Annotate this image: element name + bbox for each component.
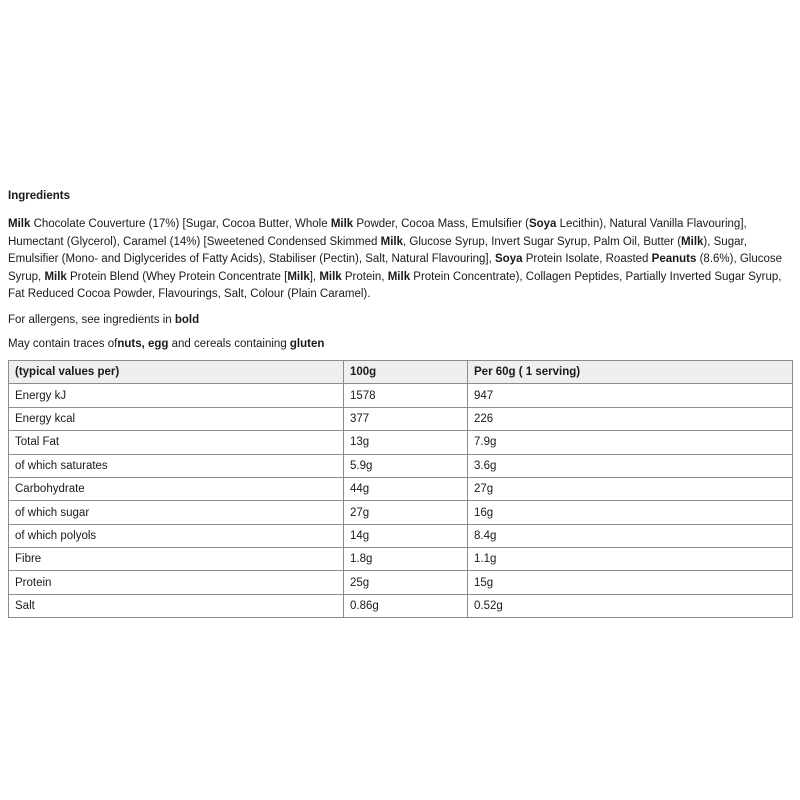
allergen-word: Soya [495,253,523,266]
value-per-serving: 8.4g [468,524,793,547]
traces-text: May contain traces of [8,337,118,350]
allergen-word: Milk [380,235,404,248]
product-info [8,188,793,618]
nutrition-row [9,548,793,571]
nutrition-row [9,407,793,430]
nutrition-row [9,524,793,547]
nutrition-row [9,571,793,594]
nutrition-row [9,431,793,454]
value-per-100g: 1578 [344,384,468,407]
ingredient-text: Protein, [341,270,388,283]
value-per-serving: 15g [468,571,793,594]
traces-note [8,336,793,352]
ingredient-text: (8.6%), Glucose Syrup, [8,253,783,283]
nutrient-name: Protein [9,571,344,594]
nutrition-body [9,384,793,618]
value-per-100g: 27g [344,501,468,524]
value-per-serving: 16g [468,501,793,524]
nutrition-table [8,360,793,618]
value-per-100g: 44g [344,477,468,500]
allergen-word: Milk [319,270,342,283]
value-per-100g: 13g [344,431,468,454]
nutrition-row [9,501,793,524]
traces-allergen: gluten [289,337,325,350]
value-per-100g: 1.8g [344,548,468,571]
value-per-serving: 947 [468,384,793,407]
traces-allergen: nuts, egg [117,337,169,350]
ingredient-text: ], [309,270,320,283]
nutrition-row [9,384,793,407]
value-per-serving: 3.6g [468,454,793,477]
ingredient-text: , Glucose Syrup, Invert Sugar Syrup, Palm Oil, Butter ( [403,235,682,248]
nutrient-name: Total Fat [9,431,344,454]
value-per-100g: 0.86g [344,594,468,617]
allergen-word: Milk [8,218,31,230]
allergen-word: Milk [44,270,67,283]
ingredient-text: Chocolate Couverture (17%) [Sugar, Cocoa Butter, Whole [30,218,331,230]
nutrition-row [9,477,793,500]
traces-text: and cereals containing [168,337,290,350]
allergen-note-emphasis: bold [174,313,200,326]
nutrient-name: of which sugar [9,501,344,524]
value-per-serving: 7.9g [468,431,793,454]
ingredients-text [8,216,793,304]
allergen-note-prefix: For allergens, see ingredients in [8,313,175,326]
ingredient-text: Powder, Cocoa Mass, Emulsifier ( [353,218,529,230]
header-per-100g: 100g [344,360,468,383]
allergen-word: Soya [528,218,557,230]
value-per-serving: 27g [468,477,793,500]
allergen-word: Peanuts [651,253,697,266]
header-per-serving: Per 60g ( 1 serving) [468,360,793,383]
value-per-100g: 377 [344,407,468,430]
ingredient-text: ), Sugar, Emulsifier (Mono- and Diglycerides of Fatty Acids), Stabiliser (Pectin), Salt, Natural Flavouring], [8,235,747,266]
allergen-note [8,312,793,328]
value-per-100g: 14g [344,524,468,547]
nutrient-name: Salt [9,594,344,617]
nutrition-header-row [9,360,793,383]
allergen-word: Milk [330,218,354,230]
value-per-serving: 0.52g [468,594,793,617]
nutrient-name: of which polyols [9,524,344,547]
ingredient-text: Lecithin), Natural Vanilla Flavouring], Humectant (Glycerol), Caramel (14%) [Sweetened Condensed Skimmed [8,218,747,248]
nutrition-row [9,594,793,617]
nutrient-name: Energy kcal [9,407,344,430]
allergen-word: Milk [387,270,411,283]
ingredient-text: Protein Isolate, Roasted [522,253,652,266]
nutrient-name: of which saturates [9,454,344,477]
ingredient-text: Protein Concentrate), Collagen Peptides, Partially Inverted Sugar Syrup, Fat Reduced Cocoa Powder, Flavourings, Salt, Colour (Plain Caramel). [8,270,782,301]
value-per-serving: 1.1g [468,548,793,571]
allergen-word: Milk [287,270,310,283]
ingredient-text: Protein Blend (Whey Protein Concentrate [ [66,270,288,283]
nutrient-name: Energy kJ [9,384,344,407]
allergen-word: Milk [681,235,704,248]
nutrient-name: Fibre [9,548,344,571]
nutrition-row [9,454,793,477]
value-per-serving: 226 [468,407,793,430]
ingredients-heading: Ingredients [8,190,70,202]
value-per-100g: 5.9g [344,454,468,477]
value-per-100g: 25g [344,571,468,594]
header-typical-values: (typical values per) [9,360,344,383]
nutrient-name: Carbohydrate [9,477,344,500]
